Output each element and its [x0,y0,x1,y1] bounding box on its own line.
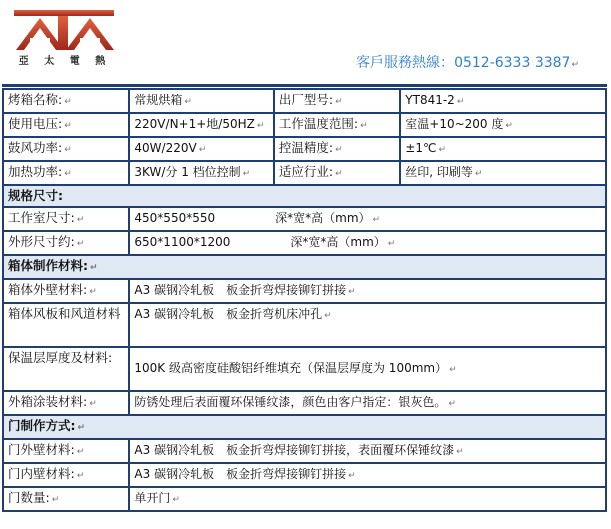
table-row [4,280,605,302]
cell-label: 适应行业: ↵ [275,162,399,184]
table-row [4,162,605,184]
table-row [4,138,605,160]
cell-value: 常规烘箱 ↵ [130,90,272,112]
table-row [4,464,605,486]
cell-label: 外形尺寸约: ↵ [4,232,128,254]
cell-label: 保温层厚度及材料: [4,348,128,390]
spec-table [2,88,607,512]
table-row [4,208,605,230]
cell-value: A3 碳钢冷轧板 板金折弯焊接铆钉拼接 ↵ [130,464,605,486]
section-title-box: 箱体制作材料: ↵ [4,256,605,278]
cell-label: 工作室尺寸: ↵ [4,208,128,230]
cell-value: A3 碳钢冷轧板 板金折弯机床冲孔 ↵ [130,304,605,346]
cell-label: 外箱涂装材料: ↵ [4,392,128,414]
cell-value: 室温+10~200 度 ↵ [401,114,605,136]
table-row [4,488,605,510]
paragraph-mark-icon: ↵ [571,60,579,70]
section-header-row [4,186,605,206]
table-row [4,232,605,254]
cell-label: 门内壁材料: ↵ [4,464,128,486]
cell-label: 门外壁材料: ↵ [4,440,128,462]
section-title-door: 门制作方式: ↵ [4,416,605,438]
cell-value: ±1℃ ↵ [401,138,605,160]
table-row [4,440,605,462]
header [2,2,607,84]
cell-value: 100K 级高密度硅酸铝纤维填充（保温层厚度为 100mm） ↵ [130,348,605,390]
cell-label: 箱体外壁材料: ↵ [4,280,128,302]
cell-value: 450*550*550 深*宽*高（mm） ↵ [130,208,605,230]
cell-value: A3 碳钢冷轧板 板金折弯焊接铆钉拼接 ↵ [130,280,605,302]
section-header-row [4,416,605,438]
cell-label: 门数量: ↵ [4,488,128,510]
cell-label: 箱体风板和风道材料 [4,304,128,346]
cell-label: 出厂型号: ↵ [275,90,399,112]
cell-value: YT841-2 ↵ [401,90,605,112]
table-row [4,348,605,390]
section-header-row [4,256,605,278]
cell-label: 加热功率: ↵ [4,162,128,184]
logo-mark-icon [10,8,120,52]
cell-label: 烤箱名称: ↵ [4,90,128,112]
customer-hotline [356,52,579,72]
cell-label: 使用电压: ↵ [4,114,128,136]
cell-label: 工作温度范围: ↵ [275,114,399,136]
cell-value: 650*1100*1200 深*宽*高（mm） ↵ [130,232,605,254]
header-divider [2,84,607,87]
cell-value: 3KW/分 1 档位控制 ↵ [130,162,272,184]
logo-text: 亞 太 電 熱 [18,56,112,67]
cell-value: 防锈处理后表面覆环保锤纹漆，颜色由客户指定：银灰色。 ↵ [130,392,605,414]
cell-value: 单开门 ↵ [130,488,605,510]
table-row [4,90,605,112]
spec-sheet [2,2,607,528]
cell-value: 220V/N+1+地/50HZ ↵ [130,114,272,136]
cell-value: 丝印, 印刷等 ↵ [401,162,605,184]
table-row [4,392,605,414]
hotline-label: 客戶服務熱線： [356,55,455,71]
cell-value: 40W/220V ↵ [130,138,272,160]
cell-label: 控温精度: ↵ [275,138,399,160]
cell-label: 鼓风功率: ↵ [4,138,128,160]
table-row [4,304,605,346]
cell-value: A3 碳钢冷轧板 板金折弯焊接铆钉拼接，表面覆环保锤纹漆 ↵ [130,440,605,462]
table-row [4,114,605,136]
hotline-number: 0512-6333 3387 [454,55,571,71]
company-logo [10,8,120,72]
section-title-size: 规格尺寸: [4,186,605,206]
